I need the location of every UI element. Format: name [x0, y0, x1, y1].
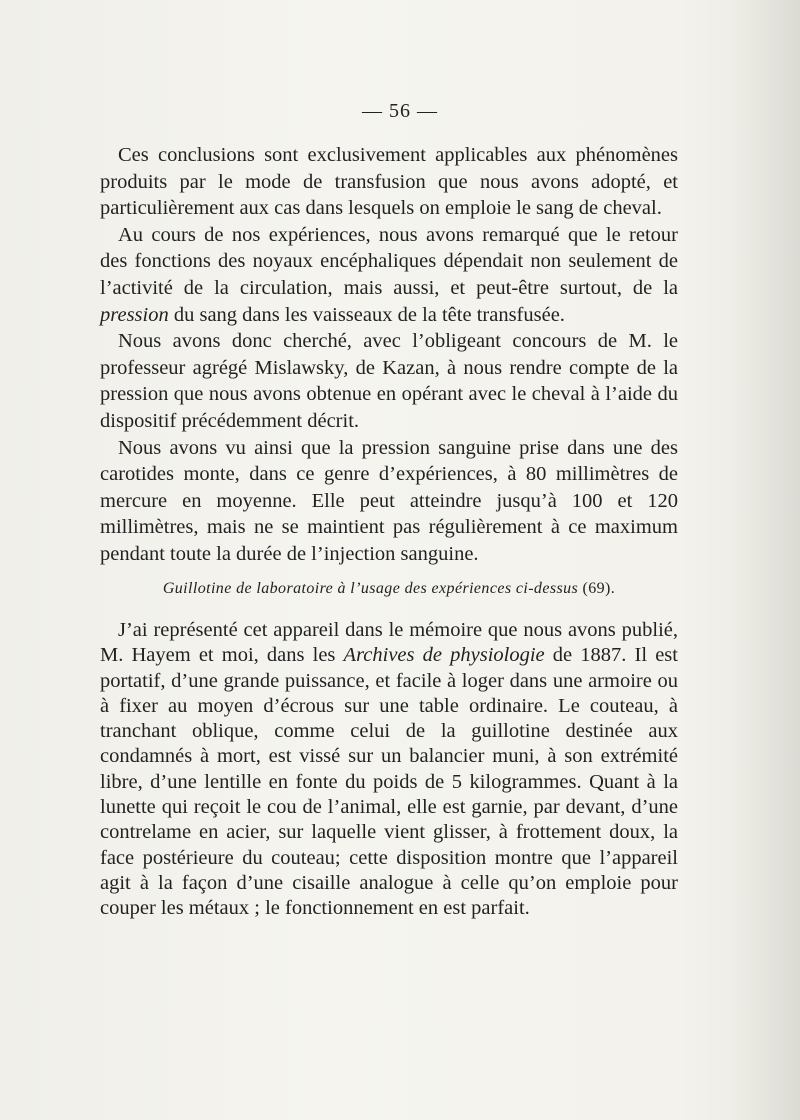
- italic-text: pression: [100, 303, 169, 326]
- top-text-block: [100, 142, 678, 568]
- italic-text: Archives de physiologie: [343, 644, 545, 667]
- section-caption: [100, 580, 678, 598]
- text-run: J’ai représenté cet appareil dans le mémoire que nous avons publié, M. Hayem et moi, dans les: [100, 619, 678, 667]
- text-run: de 1887. Il est portatif, d’une grande puissance, et facile à loger dans une armoire ou à fixer au moyen d’écrous sur une table ordinaire. Le couteau, à tranchant oblique, comme celui de la guillotine destinée aux condamnés à mort, est vissé sur un balancier muni, à son extrémité libre, d’une lentille en fonte du poids de 5 kilogrammes. Quant à la lunette qui reçoit le cou de l’animal, elle est garnie, par devant, d’une contrelame en acier, sur laquelle vient glisser, à frottement doux, la face postérieure du couteau; cette disposition montre que l’appareil agit à la façon d’une cisaille analogue à celle qu’on emploie pour couper les métaux ; le fonctionnement en est parfait.: [100, 644, 678, 920]
- bottom-text-block: [100, 618, 678, 922]
- text-run: Nous avons vu ainsi que la pression sanguine prise dans une des carotides monte, dans ce genre d’expériences, à 80 millimètres de mercure en moyenne. Elle peut atteindre jusqu’à 100 et 120 millimètres, mais ne se maintient pas régulièrement à ce maximum pendant toute la durée de l’injection sanguine.: [100, 436, 678, 565]
- paragraph: [100, 618, 678, 922]
- paragraph: [100, 435, 678, 568]
- text-run: Nous avons donc cherché, avec l’obligeant concours de M. le professeur agrégé Mislawsky, de Kazan, à nous rendre compte de la pression que nous avons obtenue en opérant avec le cheval à l’aide du dispositif précédemment décrit.: [100, 330, 678, 432]
- paragraph: [100, 222, 678, 328]
- paragraph: [100, 142, 678, 222]
- page-edge-shadow: [730, 0, 800, 1120]
- text-run: Au cours de nos expériences, nous avons remarqué que le retour des fonctions des noyaux encéphaliques dépendait non seulement de l’activité de la circulation, mais aussi, et peut-être surtout, de la: [100, 223, 678, 299]
- caption-reference: (69).: [582, 580, 616, 597]
- text-run: du sang dans les vaisseaux de la tête transfusée.: [168, 303, 565, 326]
- paragraph: [100, 328, 678, 434]
- text-run: Ces conclusions sont exclusivement applicables aux phénomènes produits par le mode de transfusion que nous avons adopté, et particulièrement aux cas dans lesquels on emploie le sang de cheval.: [100, 144, 678, 220]
- page-number: — 56 —: [362, 100, 438, 122]
- caption-text: Guillotine de laboratoire à l’usage des expériences ci-dessus: [162, 580, 579, 597]
